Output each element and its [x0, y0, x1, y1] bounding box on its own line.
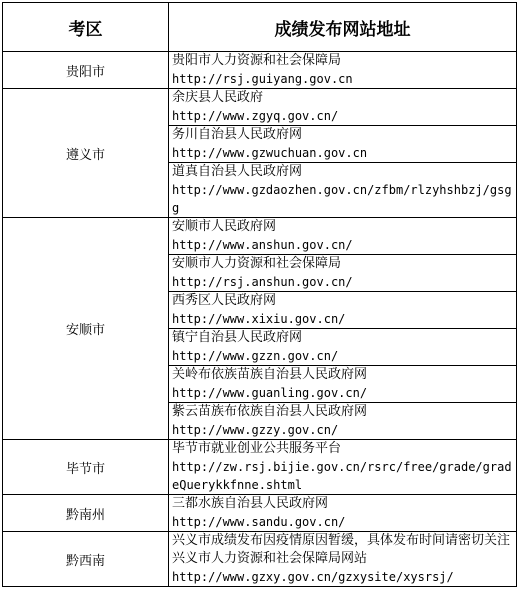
- site-cell: [169, 403, 517, 440]
- site-cell: [169, 218, 517, 255]
- site-url[interactable]: http://rsj.guiyang.gov.cn: [172, 72, 353, 86]
- site-cell: [169, 126, 517, 163]
- region-cell: 黔西南: [3, 532, 169, 587]
- site-cell: [169, 292, 517, 329]
- site-cell: [169, 329, 517, 366]
- site-name: 紫云苗族布依族自治县人民政府网: [172, 404, 368, 419]
- table-row: [3, 89, 517, 126]
- site-url[interactable]: http://zw.rsj.bijie.gov.cn/rsrc/free/grade/gradeQuerykkfnne.shtml: [172, 460, 512, 492]
- site-cell: [169, 255, 517, 292]
- site-url[interactable]: http://www.sandu.gov.cn/: [172, 515, 346, 529]
- site-url[interactable]: http://www.guanling.gov.cn/: [172, 386, 368, 400]
- header-site: 成绩发布网站地址: [169, 3, 517, 52]
- header-region: 考区: [3, 3, 169, 52]
- site-name: 务川自治县人民政府网: [172, 127, 303, 142]
- site-name: 镇宁自治县人民政府网: [172, 330, 303, 345]
- region-cell: 遵义市: [3, 89, 169, 218]
- site-url[interactable]: http://www.gzdaozhen.gov.cn/zfbm/rlzyhshbzj/gsgg: [172, 183, 512, 215]
- site-name: 三都水族自治县人民政府网: [172, 496, 329, 511]
- table-row: [3, 440, 517, 495]
- site-cell: [169, 89, 517, 126]
- site-url[interactable]: http://www.gzzy.gov.cn/: [172, 423, 339, 437]
- site-name: 余庆县人民政府: [172, 90, 264, 105]
- region-cell: 贵阳市: [3, 52, 169, 89]
- site-cell: [169, 532, 517, 587]
- site-url[interactable]: http://www.anshun.gov.cn/: [172, 238, 353, 252]
- site-name: 兴义市成绩发布因疫情原因暂缓，具体发布时间请密切关注兴义市人力资源和社会保障局网站: [172, 533, 511, 566]
- region-cell: 毕节市: [3, 440, 169, 495]
- site-cell: [169, 366, 517, 403]
- region-cell: 黔南州: [3, 495, 169, 532]
- site-name: 西秀区人民政府网: [172, 293, 277, 308]
- score-sites-table: [2, 2, 517, 587]
- site-cell: [169, 52, 517, 89]
- site-url[interactable]: http://rsj.anshun.gov.cn/: [172, 275, 353, 289]
- site-name: 道真自治县人民政府网: [172, 164, 303, 179]
- site-name: 关岭布依族苗族自治县人民政府网: [172, 367, 368, 382]
- site-url[interactable]: http://www.gzxy.gov.cn/gzxysite/xysrsj/: [172, 570, 454, 584]
- site-cell: [169, 495, 517, 532]
- site-cell: [169, 440, 517, 495]
- site-name: 安顺市人力资源和社会保障局: [172, 256, 342, 271]
- site-cell: [169, 163, 517, 218]
- site-name: 安顺市人民政府网: [172, 219, 277, 234]
- table-header-row: [3, 3, 517, 52]
- site-url[interactable]: http://www.gzwuchuan.gov.cn: [172, 146, 368, 160]
- table-row: [3, 52, 517, 89]
- table-row: [3, 218, 517, 255]
- site-name: 毕节市就业创业公共服务平台: [172, 441, 342, 456]
- region-cell: 安顺市: [3, 218, 169, 440]
- table-row: [3, 532, 517, 587]
- table-row: [3, 495, 517, 532]
- site-url[interactable]: http://www.zgyq.gov.cn/: [172, 109, 339, 123]
- site-url[interactable]: http://www.xixiu.gov.cn/: [172, 312, 346, 326]
- site-url[interactable]: http://www.gzzn.gov.cn/: [172, 349, 339, 363]
- site-name: 贵阳市人力资源和社会保障局: [172, 53, 342, 68]
